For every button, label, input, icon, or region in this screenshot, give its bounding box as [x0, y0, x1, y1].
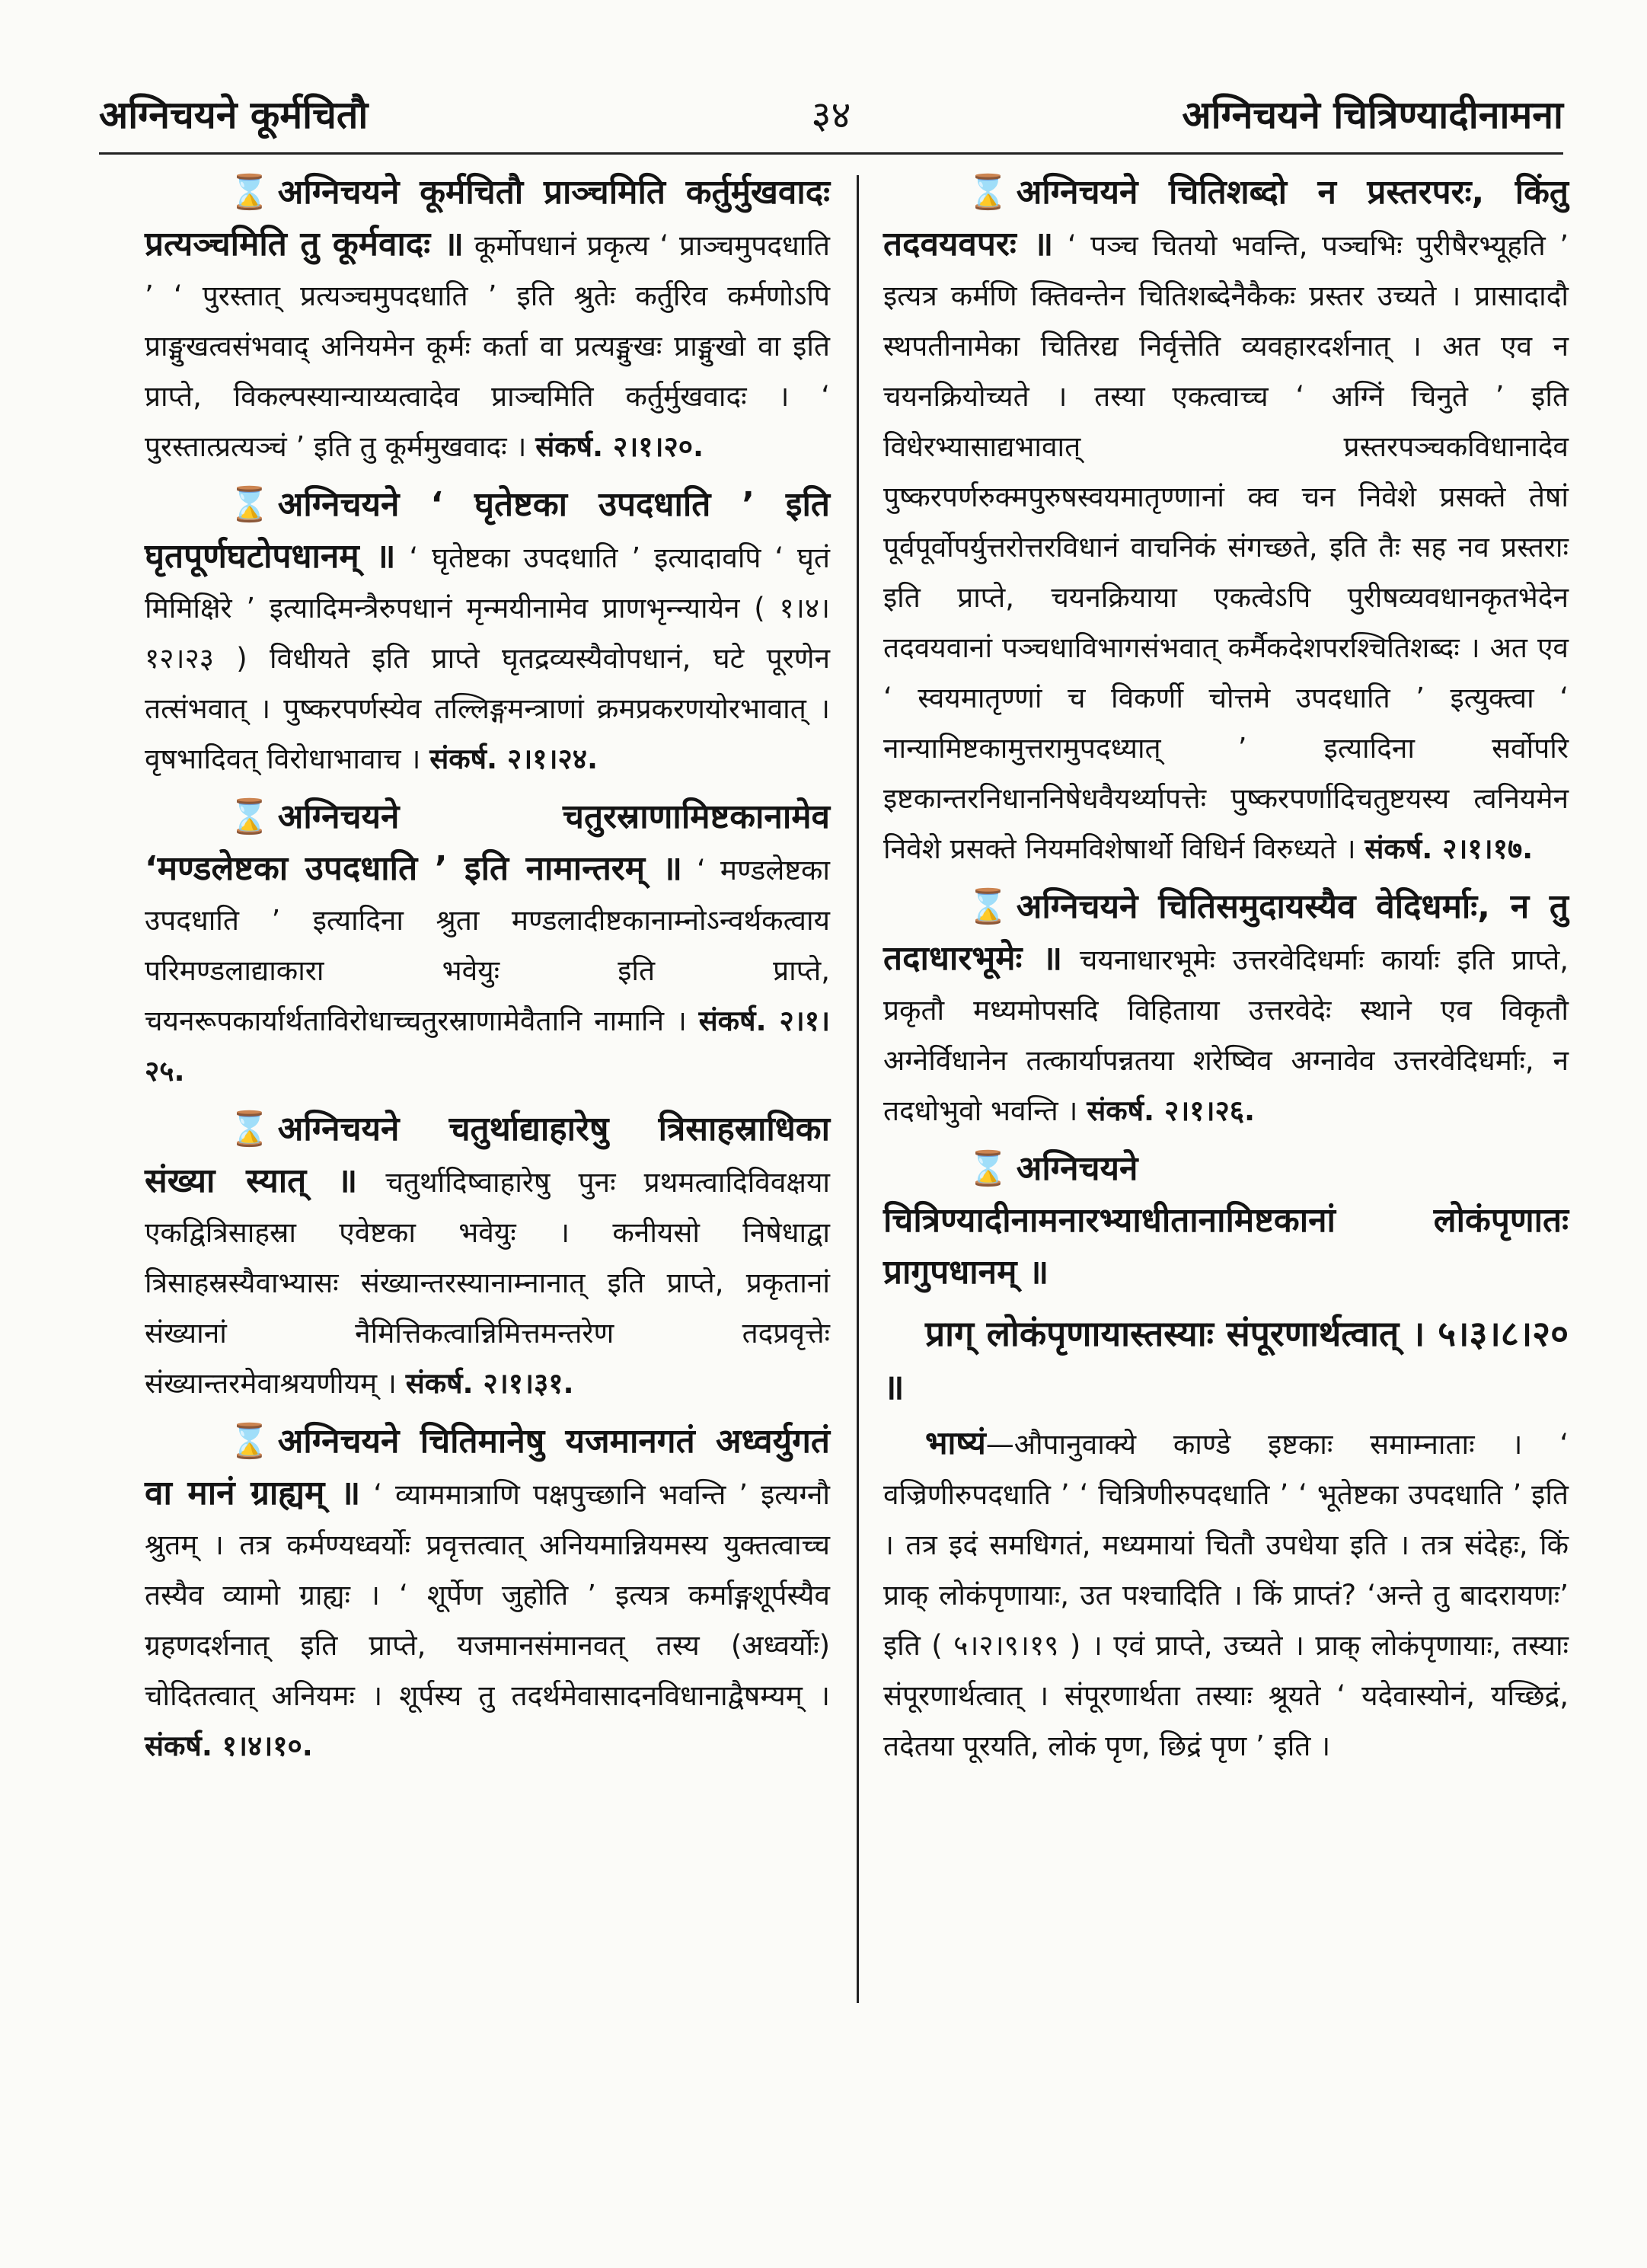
header-right-title: अग्निचयने चित्रिण्यादीनामना — [1182, 93, 1563, 137]
entry-body: चयनाधारभूमेः उत्तरवेदिधर्माः कार्याः इति प्राप्ते, प्रकृतौ मध्यमोपसदि विहिताया उत्तरवेदेः स्थाने एव विकृतौ अग्नेर्विधानेन तत्कार्यापन्नतया शरेष्विव अग्नावेव उत्तरवेदिधर्माः, न तदधोभुवो भवन्ति । — [883, 944, 1569, 1127]
entry-heading: अग्निचयने चित्रिण्यादीनामनारभ्याधीतानामिष्टकानां लोकंपृणातः प्रागुपधानम् ॥ — [883, 1149, 1569, 1292]
right-column — [883, 168, 1569, 1771]
entry — [145, 792, 830, 1097]
entry — [883, 1144, 1569, 1299]
entry-reference: संकर्ष. १।४।१०. — [145, 1730, 313, 1762]
page-number: ३४ — [811, 93, 851, 137]
entry-heading: अग्निचयने चतुर्थाद्याहारेषु त्रिसाहस्राधिका संख्या स्यात् ॥ — [145, 1110, 830, 1200]
bhashya-text: —औपानुवाक्ये काण्डे इष्टकाः समाम्नाताः । ‘ वज्रिणीरुपदधाति ’ ‘ चित्रिणीरुपदधाति ’ ‘ भूतेष्टका उपदधाति ’ इति । तत्र इदं समधिगतं, मध्यमायां चितौ उपधेया इति । तत्र संदेहः, किं प्राक् लोकंपृणायाः, उत पश्चादिति । किं प्राप्तं? ‘अन्ते तु बादरायणः’ इति ( ५।२।९।१९ ) । एवं प्राप्ते, उच्यते । प्राक् लोकंपृणायाः, तस्याः संपूरणार्थत्वात् । संपूरणार्थता तस्याः श्रूयते ‘ यदेवास्योनं, यच्छिद्रं, तदेतया पूरयति, लोकं पृण, छिद्रं पृण ’ इति । — [883, 1428, 1569, 1762]
left-column — [145, 168, 830, 1779]
sutra-text: प्राग् लोकंपृणायास्तस्याः संपूरणार्थत्वात् । ५।३।८।२० ॥ — [883, 1313, 1569, 1407]
header-left-title: अग्निचयने कूर्मचितौ — [99, 93, 369, 137]
section-mark-icon: ⌛ — [228, 1422, 270, 1461]
entry — [145, 1104, 830, 1409]
entry-body: चतुर्थादिष्वाहारेषु पुनः प्रथमत्वादिविवक्षया एकद्वित्रिसाहस्रा एवेष्टका भवेयुः । कनीयसो निषेधाद्वा त्रिसाहस्रस्यैवाभ्यासः संख्यान्तरस्यानाम्नानात् इति प्राप्ते, प्रकृतानां संख्यानां नैमित्तिकत्वान्निमित्तमन्तरेण तदप्रवृत्तेः संख्यान्तरमेवाश्रयणीयम् । — [145, 1166, 830, 1400]
entry-heading: अग्निचयने चितिशब्दो न प्रस्तरपरः, किंतु तदवयवपरः ॥ — [883, 173, 1569, 264]
bhashya — [883, 1418, 1569, 1771]
entry-heading: अग्निचयने कूर्मचितौ प्राञ्चमिति कर्तुर्मुखवादः प्रत्यञ्चमिति तु कूर्मवादः ॥ — [145, 173, 830, 264]
section-mark-icon: ⌛ — [967, 173, 1009, 212]
entry-body: कूर्मोपधानं प्रकृत्य ‘ प्राञ्चमुपदधाति ’ ‘ पुरस्तात् प्रत्यञ्चमुपदधाति ’ इति श्रुतेः कर्तुरिव कर्मणोऽपि प्राङ्मुखत्वसंभवाद् अनियमेन कूर्मः कर्ता वा प्रत्यङ्मुखः प्राङ्मुखो वा इति प्राप्ते, विकल्पस्यान्याय्यत्वादेव प्राञ्चमिति कर्तुर्मुखवादः । ‘ पुरस्तात्प्रत्यञ्चं ’ इति तु कूर्ममुखवादः । — [145, 229, 830, 463]
entry-reference: संकर्ष. २।१।२०. — [535, 430, 704, 463]
entry — [145, 480, 830, 784]
entry-reference: संकर्ष. २।१।२६. — [1087, 1094, 1256, 1127]
entry-reference: संकर्ष. २।१।२५. — [145, 1005, 830, 1088]
header-divider — [99, 152, 1563, 155]
entry-body: ‘ घृतेष्टका उपदधाति ’ इत्यादावपि ‘ घृतं मिमिक्षिरे ’ इत्यादिमन्त्रैरुपधानं मृन्मयीनामेव प्राणभृन्न्यायेन ( १।४।१२।२३ ) विधीयते इति प्राप्ते घृतद्रव्यस्यैवोपधानं, घटे पूरणेन तत्संभवात् । पुष्करपर्णस्येव तल्लिङ्गमन्त्राणां क्रमप्रकरणयोरभावात् । वृषभादिवत् विरोधाभावाच । — [145, 541, 830, 775]
entry-body: ‘ व्याममात्राणि पक्षपुच्छानि भवन्ति ’ इत्यग्नौ श्रुतम् । तत्र कर्मण्यध्वर्योः प्रवृत्तत्वात् अनियमान्नियमस्य युक्तत्वाच्च तस्यैव व्यामो ग्राह्यः । ‘ शूर्पेण जुहोति ’ इत्यत्र कर्माङ्गशूर्पस्यैव ग्रहणदर्शनात् इति प्राप्ते, यजमानसंमानवत् तस्य (अध्वर्योः) चोदितत्वात् अनियमः । शूर्पस्य तु तदर्थमेवासादनविधानाद्वैषम्यम् । — [145, 1478, 830, 1712]
entry-reference: संकर्ष. २।१।२४. — [429, 743, 598, 775]
section-mark-icon: ⌛ — [228, 173, 270, 212]
section-mark-icon: ⌛ — [967, 1149, 1009, 1188]
page-header — [99, 72, 1563, 141]
entry-heading: अग्निचयने चितिमानेषु यजमानगतं अध्वर्युगतं वा मानं ग्राह्यम् ॥ — [145, 1422, 830, 1513]
entry — [883, 168, 1569, 874]
entry-heading: अग्निचयने चतुरस्राणामिष्टकानामेव ‘मण्डलेष्टका उपदधाति ’ इति नामान्तरम् ॥ — [145, 797, 830, 888]
section-mark-icon: ⌛ — [967, 887, 1009, 926]
entry — [883, 882, 1569, 1136]
entry — [145, 168, 830, 472]
section-mark-icon: ⌛ — [228, 797, 270, 836]
entry-heading: अग्निचयने चितिसमुदायस्यैव वेदिधर्माः, न तु तदाधारभूमेः ॥ — [883, 887, 1569, 978]
entry-reference: संकर्ष. २।१।१७. — [1365, 832, 1534, 865]
section-mark-icon: ⌛ — [228, 485, 270, 524]
entry-heading: अग्निचयने ‘ घृतेष्टका उपदधाति ’ इति घृतपूर्णघटोपधानम् ॥ — [145, 485, 830, 576]
bhashya-label: भाष्यं — [925, 1424, 986, 1461]
entry — [145, 1417, 830, 1771]
section-mark-icon: ⌛ — [228, 1110, 270, 1148]
entry-reference: संकर्ष. २।१।३१. — [405, 1367, 574, 1400]
column-divider — [857, 175, 859, 2003]
entry-body: ‘ पञ्च चितयो भवन्ति, पञ्चभिः पुरीषैरभ्यूहति ’ इत्यत्र कर्मणि क्तिवन्तेन चितिशब्देनैकैकः प्रस्तर उच्यते । प्रासादादौ स्थपतीनामेका चितिरद्य निर्वृत्तेति व्यवहारदर्शनात् । अत एव न चयनक्रियोच्यते । तस्या एकत्वाच्च ‘ अग्निं चिनुते ’ इति विधेरभ्यासाद्यभावात् प्रस्तरपञ्चकविधानादेव पुष्करपर्णरुक्मपुरुषस्वयमातृण्णानां क्व चन निवेशे प्रसक्ते तेषां पूर्वपूर्वोपर्युत्तरोत्तरविधानं वाचनिकं संगच्छते, इति तैः सह नव प्रस्तराः इति प्राप्ते, चयनक्रियाया एकत्वेऽपि पुरीषव्यवधानकृतभेदेन तदवयवानां पञ्चधाविभागसंभवात् कर्मैकदेशपरश्चितिशब्दः । अत एव ‘ स्वयमातृण्णां च विकर्णी चोत्तमे उपदधाति ’ इत्युक्त्वा ‘ नान्यामिष्टकामुत्तरामुपदध्यात् ’ इत्यादिना सर्वोपरि इष्टकान्तरनिधाननिषेधवैयर्थ्यापत्तेः पुष्करपर्णादिचतुष्टयस्य त्वनियमेन निवेशे प्रसक्ते नियमविशेषार्थो विधिर्न विरुध्यते । — [883, 229, 1569, 865]
entry-body: ‘ मण्डलेष्टका उपदधाति ’ इत्यादिना श्रुता मण्डलादीष्टकानाम्नोऽन्वर्थकत्वाय परिमण्डलाद्याकारा भवेयुः इति प्राप्ते, चयनरूपकार्यार्थताविरोधाच्चतुरस्राणामेवैतानि नामानि । — [145, 854, 831, 1037]
